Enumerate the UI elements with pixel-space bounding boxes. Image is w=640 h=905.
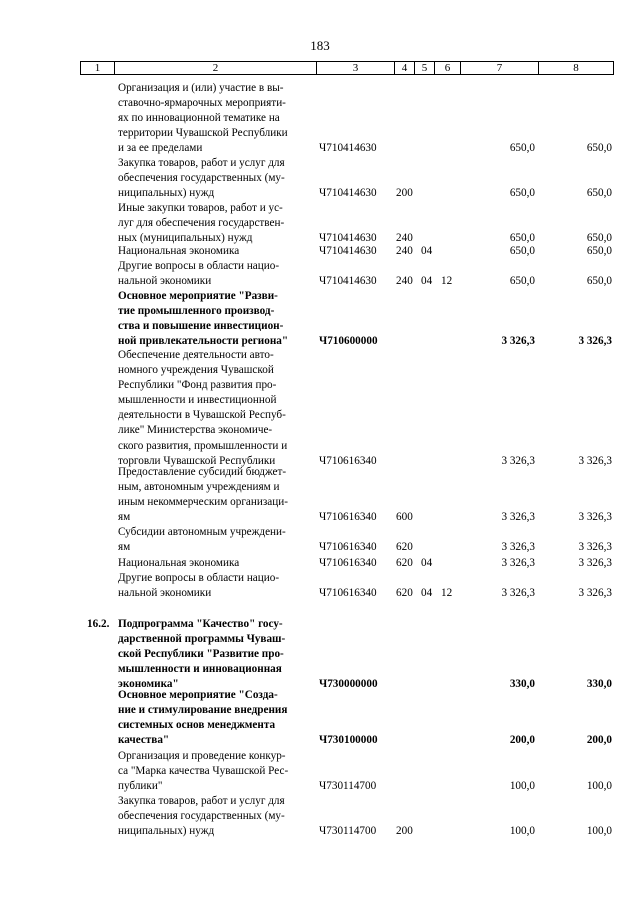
header-col-7: 7	[461, 62, 539, 74]
row-code: Ч710616340	[319, 454, 377, 467]
row-section: 04	[421, 587, 433, 600]
header-col-1: 1	[81, 62, 115, 74]
row-sum-col8: 3 326,3	[578, 541, 612, 554]
description-line: номного учреждения Чувашской	[118, 364, 274, 377]
description-line: торговли Чувашской Республики	[118, 454, 276, 467]
row-subsection: 12	[441, 587, 453, 600]
description-line: нальной экономики	[118, 587, 212, 600]
description-line: Иные закупки товаров, работ и ус-	[118, 202, 283, 214]
description-line: территории Чувашской Республики	[118, 127, 288, 140]
row-section: 04	[421, 275, 433, 288]
description-line: ниципальных) нужд	[118, 825, 215, 838]
row-description	[118, 244, 316, 259]
row-description	[118, 201, 316, 246]
row-code: Ч710414630	[319, 232, 377, 245]
description-line: ставочно-ярмарочных мероприяти-	[118, 97, 286, 110]
row-sum-col8: 100,0	[586, 780, 612, 793]
row-code: Ч710414630	[319, 142, 377, 155]
row-sum-col8: 650,0	[586, 275, 612, 288]
row-sum-col7: 3 326,3	[501, 587, 535, 600]
header-col-8: 8	[573, 62, 579, 74]
description-line: Закупка товаров, работ и услуг для	[118, 157, 285, 169]
row-sum-col8: 3 326,3	[578, 454, 612, 467]
row-description	[118, 525, 316, 555]
row-description	[118, 794, 316, 839]
description-line: луг для обеспечения государствен-	[118, 217, 285, 230]
description-line: Национальная экономика	[118, 245, 240, 257]
description-line: мышленности и инновационная	[118, 663, 282, 676]
row-sum-col7: 650,0	[509, 187, 535, 200]
row-sum-col7: 650,0	[509, 232, 535, 245]
row-code: Ч730114700	[319, 825, 377, 838]
row-code: Ч730100000	[319, 734, 378, 747]
description-line: Подпрограмма "Качество" госу-	[118, 618, 283, 630]
row-description	[118, 259, 316, 289]
description-line: иным некоммерческим организаци-	[118, 496, 288, 509]
row-expense-type: 620	[396, 541, 413, 554]
row-expense-type: 200	[396, 825, 413, 838]
description-line: обеспечения государственных (му-	[118, 172, 285, 185]
description-line: Основное мероприятие "Созда-	[118, 689, 278, 701]
row-sum-col7: 3 326,3	[501, 511, 535, 524]
description-line: Основное мероприятие "Разви-	[118, 290, 278, 302]
row-sum-col7: 200,0	[509, 734, 535, 747]
description-line: Обеспечение деятельности авто-	[118, 349, 274, 361]
row-expense-type: 600	[396, 511, 413, 524]
description-line: Предоставление субсидий бюджет-	[118, 466, 287, 478]
row-expense-type: 240	[396, 275, 413, 288]
description-line: Республики "Фонд развития про-	[118, 379, 277, 392]
row-description	[118, 688, 316, 748]
row-code: Ч710616340	[319, 587, 377, 600]
row-subsection: 12	[441, 275, 453, 288]
row-code: Ч710616340	[319, 557, 377, 569]
description-line: ние и стимулирование внедрения	[118, 704, 288, 717]
row-sum-col8: 650,0	[586, 142, 612, 155]
description-line: Национальная экономика	[118, 557, 240, 569]
row-sum-col7: 100,0	[509, 780, 535, 793]
header-col-6: 6	[435, 62, 461, 74]
row-sum-col8: 330,0	[586, 678, 612, 691]
description-line: Субсидии автономным учреждени-	[118, 526, 286, 538]
row-sum-col8: 200,0	[586, 734, 612, 747]
row-code: Ч710414630	[319, 187, 377, 200]
row-expense-type: 620	[396, 557, 413, 569]
description-line: Другие вопросы в области нацио-	[118, 260, 280, 272]
description-line: ным, автономным учреждениям и	[118, 481, 280, 494]
row-section: 04	[421, 557, 433, 569]
row-sum-col8: 650,0	[586, 187, 612, 200]
row-code: Ч710600000	[319, 335, 378, 348]
row-sum-col7: 650,0	[509, 142, 535, 155]
row-description	[118, 556, 316, 571]
description-line: ях по инновационной тематике на	[118, 112, 280, 125]
header-col-4: 4	[395, 62, 415, 74]
description-line: Другие вопросы в области нацио-	[118, 572, 280, 584]
description-line: экономика"	[118, 678, 179, 691]
description-line: дарственной программы Чуваш-	[118, 633, 286, 646]
description-line: ства и повышение инвестицион-	[118, 320, 284, 333]
row-expense-type: 240	[396, 245, 413, 257]
description-line: Организация и (или) участие в вы-	[118, 82, 284, 94]
table-header	[80, 61, 614, 75]
description-line: публики"	[118, 780, 163, 793]
description-line: са "Марка качества Чувашской Рес-	[118, 765, 289, 778]
row-code: Ч710414630	[319, 275, 377, 288]
row-description	[118, 749, 316, 794]
row-description	[118, 617, 316, 692]
header-col-2: 2	[115, 62, 317, 74]
description-line: нальной экономики	[118, 275, 212, 288]
row-sum-col8: 100,0	[586, 825, 612, 838]
row-sum-col7: 100,0	[509, 825, 535, 838]
row-description	[118, 289, 316, 349]
description-line: ной привлекательности региона"	[118, 335, 289, 348]
row-description	[118, 571, 316, 601]
description-line: Закупка товаров, работ и услуг для	[118, 795, 285, 807]
description-line: качества"	[118, 734, 170, 747]
row-code: Ч730000000	[319, 678, 378, 691]
header-col-5: 5	[415, 62, 435, 74]
description-line: лике" Министерства экономиче-	[118, 424, 273, 437]
description-line: ных (муниципальных) нужд	[118, 232, 253, 245]
description-line: Организация и проведение конкур-	[118, 750, 286, 762]
row-number: 16.2.	[87, 618, 110, 630]
row-expense-type: 240	[396, 232, 413, 245]
row-sum-col7: 650,0	[509, 245, 535, 257]
description-line: деятельности в Чувашской Респуб-	[118, 409, 286, 422]
row-expense-type: 200	[396, 187, 413, 200]
row-expense-type: 620	[396, 587, 413, 600]
row-description	[118, 156, 316, 201]
row-sum-col8: 650,0	[586, 245, 612, 257]
row-section: 04	[421, 245, 433, 257]
row-sum-col8: 650,0	[586, 232, 612, 245]
row-description	[118, 81, 316, 156]
description-line: тие промышленного производ-	[118, 305, 275, 318]
row-sum-col7: 330,0	[509, 678, 535, 691]
description-line: ям	[118, 511, 131, 524]
description-line: ского развития, промышленности и	[118, 439, 288, 452]
header-col-3: 3	[317, 62, 395, 74]
row-code: Ч710616340	[319, 541, 377, 554]
row-description	[118, 348, 316, 469]
description-line: системных основ менеджмента	[118, 719, 276, 732]
description-line: ниципальных) нужд	[118, 187, 215, 200]
row-sum-col8: 3 326,3	[578, 587, 612, 600]
row-code: Ч710616340	[319, 511, 377, 524]
row-sum-col7: 650,0	[509, 275, 535, 288]
page-number: 183	[310, 38, 330, 53]
description-line: мышленности и инвестиционной	[118, 394, 277, 407]
row-sum-col7: 3 326,3	[501, 454, 535, 467]
row-sum-col8: 3 326,3	[578, 557, 612, 569]
description-line: ям	[118, 541, 131, 554]
row-sum-col7: 3 326,3	[501, 541, 535, 554]
row-sum-col8: 3 326,3	[578, 335, 612, 348]
row-sum-col8: 3 326,3	[578, 511, 612, 524]
row-code: Ч710414630	[319, 245, 377, 257]
row-code: Ч730114700	[319, 780, 377, 793]
description-line: ской Республики "Развитие про-	[118, 648, 284, 661]
description-line: и за ее пределами	[118, 142, 203, 155]
description-line: обеспечения государственных (му-	[118, 810, 285, 823]
row-sum-col7: 3 326,3	[501, 557, 535, 569]
row-sum-col7: 3 326,3	[501, 335, 535, 348]
row-description	[118, 465, 316, 525]
